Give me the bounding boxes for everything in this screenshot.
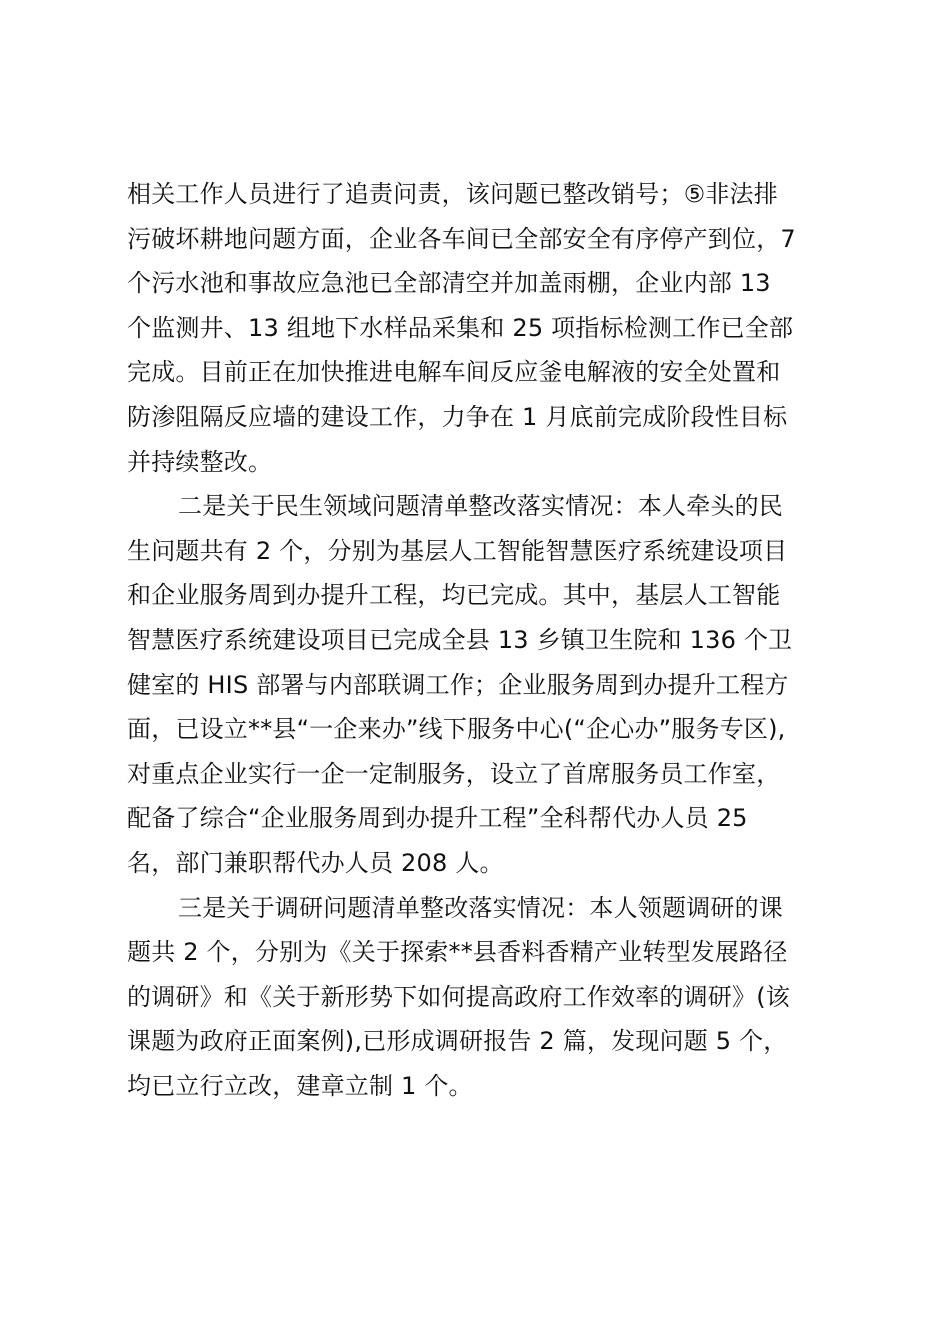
text-line: 相关工作人员进行了追责问责，该问题已整改销号；⑤非法排 — [127, 180, 778, 208]
text-line: 生问题共有 2 个，分别为基层人工智能智慧医疗系统建设项目 — [127, 536, 788, 565]
paragraph-start-line: 三是关于调研问题清单整改落实情况：本人领题调研的课 — [178, 893, 783, 922]
text-line: 对重点企业实行一企一定制服务，设立了首席服务员工作室， — [127, 759, 781, 788]
text-line: 和企业服务周到办提升工程，均已完成。其中，基层人工智能 — [127, 581, 781, 610]
text-line: 课题为政府正面案例),已形成调研报告 2 篇，发现问题 5 个， — [127, 1027, 788, 1056]
text-line: 名，部门兼职帮代办人员 208 人。 — [127, 848, 504, 877]
text-line: 均已立行立改，建章立制 1 个。 — [127, 1071, 473, 1100]
text-line: 污破坏耕地问题方面，企业各车间已全部安全有序停产到位，7 — [127, 224, 796, 253]
text-line: 个污水池和事故应急池已全部清空并加盖雨棚，企业内部 13 — [127, 269, 771, 298]
text-line: 个监测井、13 组地下水样品采集和 25 项指标检测工作已全部 — [127, 313, 794, 342]
text-line: 完成。目前正在加快推进电解车间反应釜电解液的安全处置和 — [127, 358, 781, 387]
text-line: 的调研》和《关于新形势下如何提高政府工作效率的调研》(该 — [127, 982, 790, 1011]
text-line: 面，已设立**县“一企来办”线下服务中心(“企心办”服务专区), — [127, 715, 786, 744]
paragraph-start-line: 二是关于民生领域问题清单整改落实情况：本人牵头的民 — [178, 492, 783, 521]
text-line: 防渗阻隔反应墙的建设工作，力争在 1 月底前完成阶段性目标 — [127, 402, 788, 431]
document-body — [127, 172, 827, 1108]
text-line: 配备了综合“企业服务周到办提升工程”全科帮代办人员 25 — [127, 804, 748, 833]
text-line: 健室的 HIS 部署与内部联调工作；企业服务周到办提升工程方 — [127, 670, 789, 699]
text-line: 题共 2 个，分别为《关于探索**县香料香精产业转型发展路径 — [127, 938, 788, 967]
text-line: 智慧医疗系统建设项目已完成全县 13 乡镇卫生院和 136 个卫 — [127, 625, 793, 654]
text-line: 并持续整改。 — [127, 447, 273, 476]
